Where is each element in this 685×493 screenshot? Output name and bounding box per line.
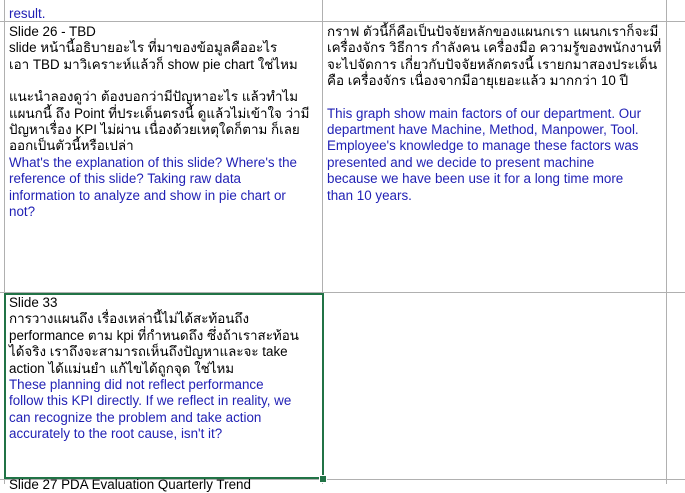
slide33-th-line: การวางแผนถึง เรื่องเหล่านี้ไม่ได้สะท้อนถึง — [9, 311, 250, 327]
slide26-th-suggest-line: แผนกนี้ ถึง Point ที่ประเด็นตรงนี้ ดูแล้วไม่เข้าใจ ว่ามี — [9, 105, 310, 121]
slide33-en-line: These planning did not reflect performance — [9, 377, 264, 393]
slide26-th-suggest-line: ออกเป็นตัวนี้หรือเปล่า — [9, 138, 134, 154]
cell-next-row-left[interactable] — [9, 477, 309, 492]
slide26-th-question-line: slide หน้านี้อธิบายอะไร ที่มาของข้อมูลคืออะไร — [9, 40, 278, 56]
cell-prev-row-left[interactable] — [4, 0, 322, 21]
slide33-en-line: follow this KPI directly. If we reflect in reality, we — [9, 393, 292, 409]
slide33-en-line: accurately to the root cause, isn't it? — [9, 426, 223, 442]
slide26-en-line: information to analyze and show in pie chart or — [9, 187, 286, 203]
cell-slide26-answer[interactable] — [322, 22, 666, 292]
slide26-answer-en-line: because we have been use it for a long time more — [327, 171, 624, 187]
cell-slide33-answer[interactable] — [322, 293, 666, 479]
slide26-answer-th-line: จะไปจัดการ เกี่ยวกับปัจจัยหลักตรงนี้ เรายกมาสองประเด็น — [327, 56, 658, 72]
slide26-answer-en-line: department have Machine, Method, Manpower, Tool. — [327, 122, 639, 138]
slide33-th-line: performance ตาม kpi ที่กำหนดถึง ซึ่งถ้าเราสะท้อน — [9, 327, 299, 343]
slide26-th-suggest-line: ปัญหาเรื่อง KPI ไม่ผ่าน เนื่องด้วยเหตุใดก็ตาม ก็เลย — [9, 122, 300, 138]
slide33-th-line: ได้จริง เราถึงจะสามารถเห็นถึงปัญหาและจะ take — [9, 344, 288, 360]
slide26-answer-th-line: กราฟ ตัวนี้ก็คือเป็นปัจจัยหลักของแผนกเรา แผนกเราก็จะมี — [327, 24, 659, 39]
slide26-answer-en-line: than 10 years. — [327, 187, 412, 203]
slide26-th-question-line: เอา TBD มาวิเคราะห์แล้วก็ show pie chart ใช่ไหม — [9, 56, 298, 72]
next-row-partial-text: Slide 27 PDA Evaluation Quarterly Trend — [9, 477, 251, 492]
slide26-en-line: reference of this slide? Taking raw data — [9, 171, 241, 187]
slide26-answer-th-line: เครื่องจักร วิธีการ กำลังคน เครื่องมือ ความรู้ของพนักงานที่ — [327, 40, 662, 56]
slide26-answer-th-line: คือ เครื่องจักร เนื่องจากมีอายุเยอะแล้ว มากกว่า 10 ปี — [327, 73, 629, 89]
cell-slide33-question[interactable] — [4, 293, 322, 479]
slide26-answer-en-line: This graph show main factors of our department. Our — [327, 105, 642, 121]
slide26-answer-en-line: Employee's knowledge to manage these factors was — [327, 138, 639, 154]
slide26-th-suggest-line: แนะนำลองดูว่า ต้องบอกว่ามีปัญหาอะไร แล้วทำไม — [9, 89, 299, 105]
cell-slide26-question[interactable] — [4, 22, 322, 292]
prev-row-tail-text: result. — [9, 6, 46, 22]
slide33-th-line: action ได้แม่นยำ แก้ไขได้ถูกจุด ใช่ไหม — [9, 360, 235, 376]
slide33-en-line: can recognize the problem and take action — [9, 409, 262, 425]
slide26-title: Slide 26 - TBD — [9, 24, 96, 39]
column-border — [666, 0, 667, 484]
fill-handle[interactable] — [319, 475, 327, 483]
slide26-en-line: What's the explanation of this slide? Where's the — [9, 154, 297, 170]
slide26-en-line: not? — [9, 204, 36, 220]
slide33-title: Slide 33 — [9, 295, 58, 310]
slide26-answer-en-line: presented and we decide to present machine — [327, 154, 595, 170]
